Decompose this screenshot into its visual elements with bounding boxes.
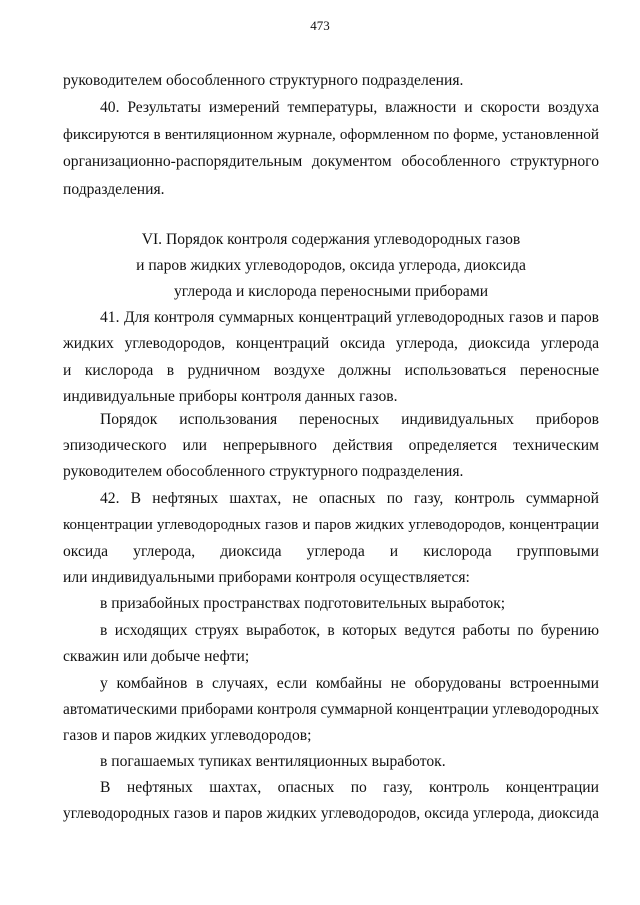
text-line: фиксируются в вентиляционном журнале, оформленном по форме, установленной bbox=[63, 126, 599, 143]
text-line: 40. Результаты измерений температуры, влажности и скорости воздуха bbox=[100, 99, 599, 116]
text-line: оксида углерода, диоксида углерода и кислорода групповыми bbox=[63, 543, 599, 560]
list-item: в исходящих струях выработок, в которых ведутся работы по бурению bbox=[100, 622, 599, 639]
text-line: 42. В нефтяных шахтах, не опасных по газу, контроль суммарной bbox=[100, 490, 599, 507]
text-line: жидких углеводородов, концентраций оксида углерода, диоксида углерода bbox=[63, 335, 599, 352]
section-heading-line: и паров жидких углеводородов, оксида углерода, диоксида bbox=[136, 257, 526, 274]
section-heading-line: VI. Порядок контроля содержания углеводородных газов bbox=[141, 231, 521, 248]
text-line: углеводородных газов и паров жидких углеводородов, оксида углерода, диоксида bbox=[63, 805, 599, 822]
text-line: В нефтяных шахтах, опасных по газу, контроль концентрации bbox=[100, 779, 599, 796]
text-line: и кислорода в рудничном воздухе должны использоваться переносные bbox=[63, 362, 599, 379]
text-line: скважин или добыче нефти; bbox=[63, 648, 250, 665]
list-item: в призабойных пространствах подготовительных выработок; bbox=[100, 595, 506, 612]
text-line: организационно-распорядительным документом обособленного структурного bbox=[63, 153, 599, 170]
text-line: индивидуальные приборы контроля данных газов. bbox=[63, 388, 398, 405]
section-heading-line: углерода и кислорода переносными приборами bbox=[173, 283, 489, 300]
text-line: эпизодического или непрерывного действия определяется техническим bbox=[63, 437, 599, 454]
text-line: 41. Для контроля суммарных концентраций углеводородных газов и паров bbox=[100, 309, 599, 326]
list-item: в погашаемых тупиках вентиляционных выработок. bbox=[100, 753, 446, 770]
page-number: 473 bbox=[310, 18, 330, 33]
text-line: концентрации углеводородных газов и паров жидких углеводородов, концентрации bbox=[63, 517, 599, 533]
text-line: или индивидуальными приборами контроля осуществляется: bbox=[63, 569, 470, 586]
text-line: автоматическими приборами контроля суммарной концентрации углеводородных bbox=[63, 701, 600, 718]
text-line: руководителем обособленного структурного подразделения. bbox=[63, 463, 464, 480]
text-line: подразделения. bbox=[63, 181, 165, 198]
text-line: газов и паров жидких углеводородов; bbox=[63, 727, 312, 744]
text-line: Порядок использования переносных индивидуальных приборов bbox=[100, 411, 599, 428]
text-line: руководителем обособленного структурного подразделения. bbox=[63, 72, 464, 89]
list-item: у комбайнов в случаях, если комбайны не оборудованы встроенными bbox=[100, 675, 599, 692]
